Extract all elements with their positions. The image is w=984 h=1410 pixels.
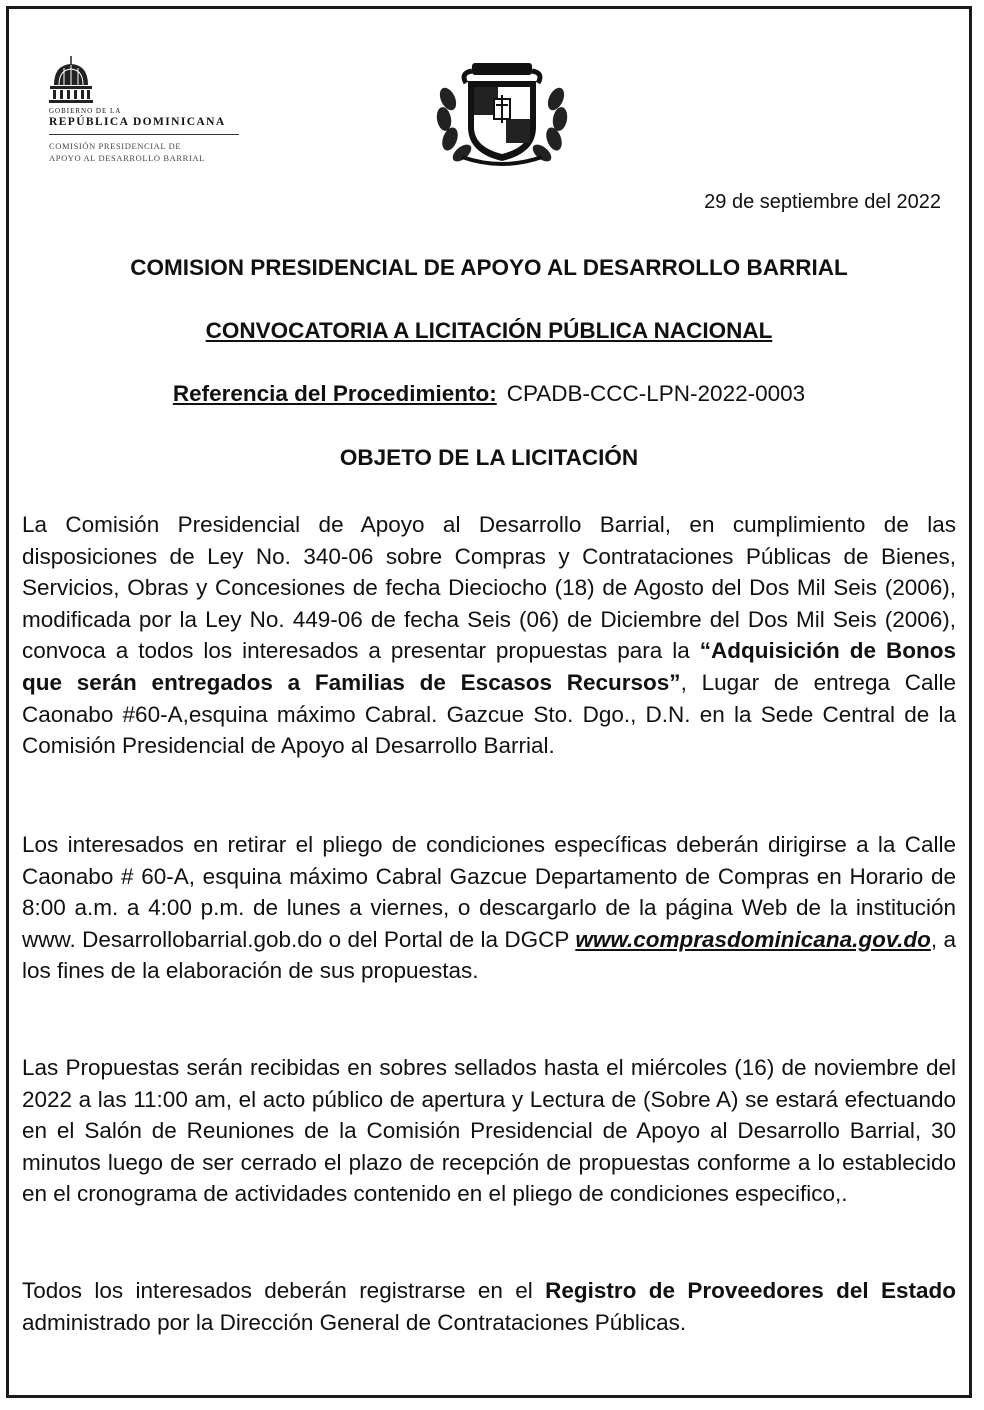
gov-line3: COMISIÓN PRESIDENCIAL DE <box>49 141 182 151</box>
p1-acquisition-title: “Adquisición de Bonos que serán entregados a Familias de Escasos Recursos” <box>22 638 956 695</box>
p4-text-a: Todos los interesados deberán registrarse en el <box>22 1278 546 1303</box>
p1-text-b: , Lugar de entrega Calle Caonabo #60-A,esquina máximo Cabral. Gazcue Sto. Dgo., D.N. en la Sede Central de la Comisión Presidencial de Apoyo al Desarrollo Barrial. <box>22 669 956 759</box>
notice-date: 29 de septiembre del 2022 <box>704 191 941 213</box>
reference-value: CPADB-CCC-LPN-2022-0003 <box>506 381 806 406</box>
coat-of-arms-icon <box>432 49 572 169</box>
p4-registry-name: Registro de Proveedores del Estado <box>545 1278 956 1303</box>
institution-title: COMISION PRESIDENCIAL DE APOYO AL DESARROLLO BARRIAL <box>130 255 848 280</box>
reference-label: Referencia del Procedimiento: <box>172 381 497 406</box>
government-logo <box>49 55 289 164</box>
paragraph-conditions <box>22 829 956 987</box>
p2-text-b: , a los fines de la elaboración de sus propuestas. <box>22 926 956 984</box>
object-title: OBJETO DE LA LICITACIÓN <box>339 445 639 470</box>
gov-line4: APOYO AL DESARROLLO BARRIAL <box>49 153 205 163</box>
notice-title: CONVOCATORIA A LICITACIÓN PÚBLICA NACIONAL <box>205 318 773 343</box>
compras-link[interactable]: www.comprasdominicana.gov.do <box>575 926 931 952</box>
paragraph-registration <box>22 1275 956 1338</box>
notice-page <box>6 6 972 1398</box>
paragraph-object <box>22 509 956 762</box>
p2-text-a: Los interesados en retirar el pliego de condiciones específicas deberán dirigirse a la Calle Caonabo # 60-A, esquina máximo Cabral Gazcue Departamento de Compras en Horario de 8:00 a.m. a 4:00 p.m. de lunes a viernes, o descargarlo de la página Web de la institución www. Desarrollobarrial.gob.do o del Portal de la DGCP <box>22 832 956 952</box>
procedure-reference <box>9 381 969 407</box>
gov-divider <box>49 134 239 135</box>
p1-text-a: La Comisión Presidencial de Apoyo al Desarrollo Barrial, en cumplimiento de las disposiciones de Ley No. 340-06 sobre Compras y Contrataciones Públicas de Bienes, Servicios, Obras y Concesiones de fecha Dieciocho (18) de Agosto del Dos Mil Seis (2006), modificada por la Ley No. 449-06 de fecha Seis (06) de Diciembre del Dos Mil Seis (2006), convoca a todos los interesados a presentar propuestas para la <box>22 512 956 664</box>
p4-text-b: administrado por la Dirección General de Contrataciones Públicas. <box>22 1309 687 1335</box>
p3-text: Las Propuestas serán recibidas en sobres sellados hasta el miércoles (16) de noviembre del 2022 a las 11:00 am, el acto público de apertura y Lectura de (Sobre A) se estará efectuando en el Salón de Reuniones de la Comisión Presidencial de Apoyo al Desarrollo Barrial, 30 minutos luego de ser cerrado el plazo de recepción de propuestas conforme a lo establecido en el cronograma de actividades contenido en el pliego de condiciones especifico,. <box>22 1055 956 1207</box>
gov-line1: GOBIERNO DE LA <box>49 107 122 115</box>
capitol-dome-icon <box>49 55 93 103</box>
gov-line2: REPÚBLICA DOMINICANA <box>49 116 226 128</box>
paragraph-proposals <box>22 1052 956 1210</box>
